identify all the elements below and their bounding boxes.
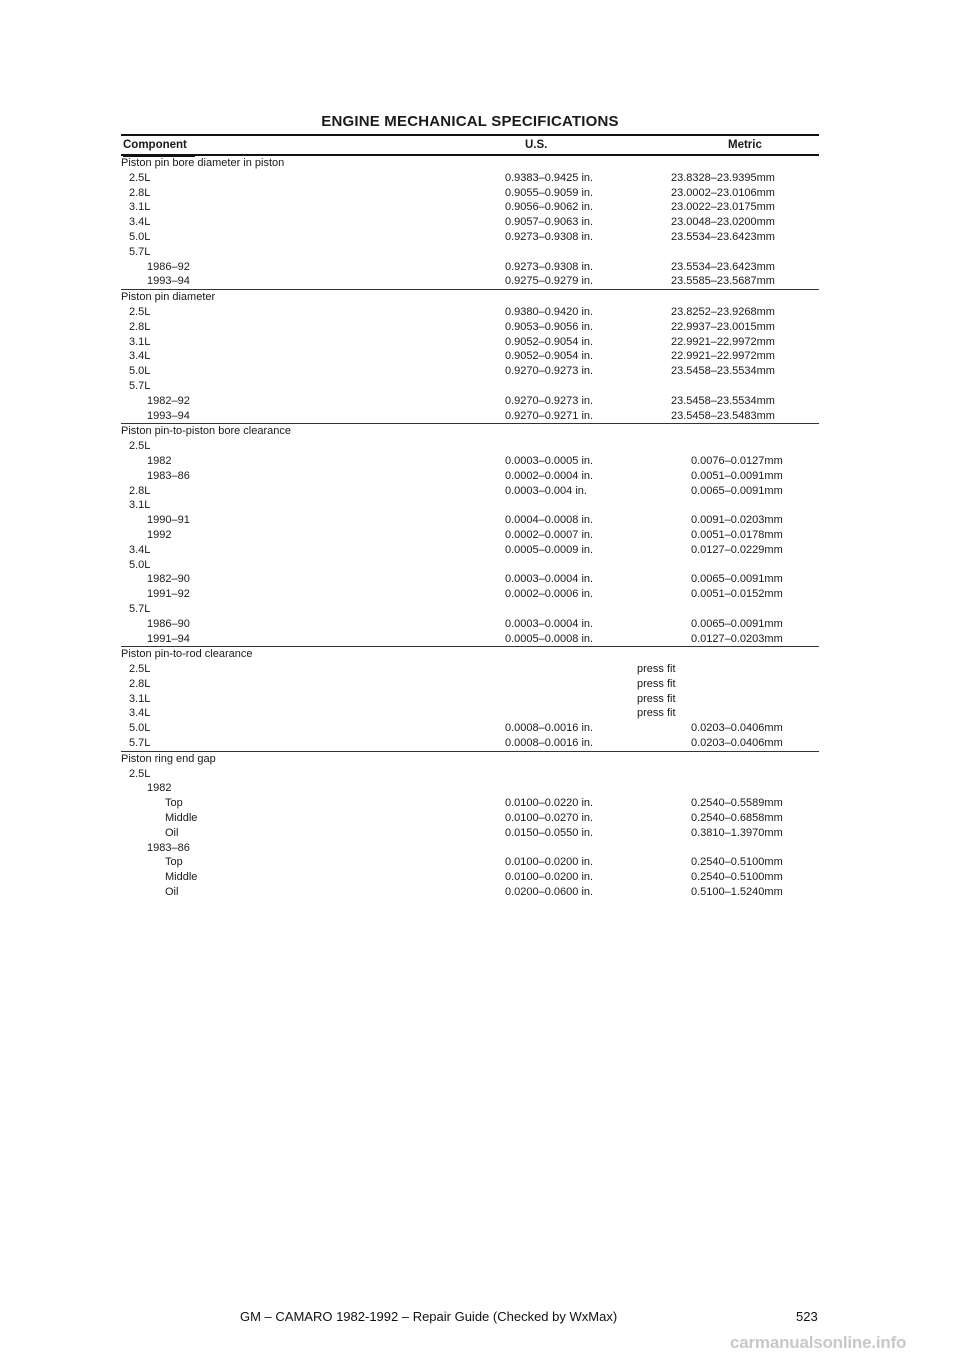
row-us-value: 0.9270–0.9273 in. [505,365,594,378]
page-number: 523 [796,1309,818,1324]
table-row [121,885,819,900]
table-row [121,632,819,647]
row-us-value: 0.0008–0.0016 in. [505,722,594,735]
row-us-value: 0.0150–0.0550 in. [505,826,594,839]
row-label: 2.8L [129,186,151,199]
row-label: Piston ring end gap [121,752,216,765]
spec-section [121,752,819,900]
row-label: 1991–92 [147,588,190,601]
table-row [121,513,819,528]
row-us-value: 0.9055–0.9059 in. [505,186,594,199]
row-metric-value: 23.5534–23.6423mm [671,260,775,273]
table-row [121,870,819,885]
row-metric-value: 0.0203–0.0406mm [691,737,783,750]
row-us-value: 0.0002–0.0004 in. [505,469,594,482]
table-row [121,215,819,230]
row-label: 2.5L [129,171,151,184]
row-label: 1993–94 [147,409,190,422]
row-label: Piston pin-to-rod clearance [121,648,253,661]
row-metric-value: 23.5534–23.6423mm [671,230,775,243]
row-label: 2.8L [129,320,151,333]
footer-guide-title: GM – CAMARO 1982-1992 – Repair Guide (Checked by WxMax) [240,1309,618,1324]
table-row [121,587,819,602]
row-label: Piston pin diameter [121,291,216,304]
row-metric-value: 23.5458–23.5534mm [671,365,775,378]
table-header [121,134,819,156]
row-label: 1982–90 [147,573,190,586]
row-us-value: 0.0004–0.0008 in. [505,514,594,527]
row-metric-value: 23.0002–23.0106mm [671,186,775,199]
table-row [121,677,819,692]
table-row [121,305,819,320]
table-row [121,335,819,350]
row-us-value: 0.9380–0.9420 in. [505,305,594,318]
spec-section [121,424,819,647]
row-metric-value: 0.5100–1.5240mm [691,886,783,899]
row-us-value: 0.0003–0.0004 in. [505,573,594,586]
row-label: 5.0L [129,230,151,243]
row-label: Middle [165,871,198,884]
spec-section [121,156,819,290]
row-label: 3.4L [129,216,151,229]
table-row [121,379,819,394]
row-label: 5.0L [129,722,151,735]
table-row [121,409,819,424]
table-row [121,439,819,454]
table-row [121,498,819,513]
row-metric-value: 23.8328–23.9395mm [671,171,775,184]
table-row [121,230,819,245]
row-label: 1986–90 [147,617,190,630]
row-note: press fit [637,663,676,676]
table-row [121,349,819,364]
table-row [121,290,819,305]
row-us-value: 0.9270–0.9273 in. [505,394,594,407]
row-us-value: 0.9273–0.9308 in. [505,260,594,273]
column-header-component: Component [123,136,187,154]
row-label: Middle [165,812,198,825]
row-metric-value: 23.5458–23.5483mm [671,409,775,422]
spec-sheet [121,112,819,900]
spec-section [121,647,819,752]
row-label: Piston pin bore diameter in piston [121,157,285,169]
row-label: 5.7L [129,245,151,258]
row-label: Piston pin-to-piston bore clearance [121,425,291,438]
row-metric-value: 0.0051–0.0178mm [691,528,783,541]
row-label: 2.5L [129,305,151,318]
column-header-metric: Metric [728,139,762,151]
row-us-value: 0.0100–0.0200 in. [505,871,594,884]
row-us-value: 0.0008–0.0016 in. [505,737,594,750]
row-metric-value: 0.0051–0.0152mm [691,588,783,601]
row-metric-value: 23.8252–23.9268mm [671,305,775,318]
table-row [121,572,819,587]
row-note: press fit [637,707,676,720]
row-label: 1991–94 [147,632,190,645]
row-us-value: 0.9383–0.9425 in. [505,171,594,184]
row-us-value: 0.0100–0.0200 in. [505,856,594,869]
row-metric-value: 0.2540–0.5100mm [691,871,783,884]
row-label: 2.5L [129,440,151,453]
table-row [121,454,819,469]
row-label: 5.0L [129,558,151,571]
table-row [121,245,819,260]
spec-table-body [121,156,819,900]
row-note: press fit [637,692,676,705]
row-us-value: 0.9052–0.9054 in. [505,350,594,363]
row-us-value: 0.0003–0.0004 in. [505,617,594,630]
row-label: 1983–86 [147,841,190,854]
table-row [121,364,819,379]
row-us-value: 0.0100–0.0220 in. [505,797,594,810]
row-us-value: 0.0200–0.0600 in. [505,886,594,899]
table-row [121,781,819,796]
row-us-value: 0.0003–0.0005 in. [505,454,594,467]
row-us-value: 0.0005–0.0008 in. [505,632,594,645]
row-label: Oil [165,826,179,839]
table-row [121,469,819,484]
row-label: 5.0L [129,365,151,378]
table-row [121,811,819,826]
row-us-value: 0.0100–0.0270 in. [505,812,594,825]
table-row [121,692,819,707]
row-label: 3.4L [129,543,151,556]
table-row [121,320,819,335]
row-metric-value: 0.0127–0.0229mm [691,543,783,556]
row-label: 3.4L [129,707,151,720]
row-label: 1982–92 [147,394,190,407]
row-metric-value: 0.0076–0.0127mm [691,454,783,467]
table-row [121,260,819,275]
row-metric-value: 0.0065–0.0091mm [691,573,783,586]
row-metric-value: 0.0051–0.0091mm [691,469,783,482]
row-metric-value: 0.0065–0.0091mm [691,484,783,497]
row-label: 2.5L [129,663,151,676]
table-row [121,602,819,617]
table-row [121,171,819,186]
row-metric-value: 23.5458–23.5534mm [671,394,775,407]
row-label: 1983–86 [147,469,190,482]
row-metric-value: 0.0203–0.0406mm [691,722,783,735]
table-row [121,200,819,215]
row-metric-value: 22.9921–22.9972mm [671,350,775,363]
row-metric-value: 0.2540–0.5100mm [691,856,783,869]
table-row [121,543,819,558]
table-row [121,424,819,439]
row-us-value: 0.0002–0.0007 in. [505,528,594,541]
row-label: 1993–94 [147,275,190,288]
watermark-text: carmanualsonline.info [730,1333,907,1352]
page-title: ENGINE MECHANICAL SPECIFICATIONS [321,113,619,130]
table-row [121,826,819,841]
table-row [121,767,819,782]
table-row [121,736,819,751]
row-label: 2.5L [129,767,151,780]
row-metric-value: 22.9937–23.0015mm [671,320,775,333]
table-row [121,841,819,856]
table-row [121,394,819,409]
row-label: 3.1L [129,692,151,705]
row-label: 1982 [147,454,172,467]
table-row [121,662,819,677]
row-metric-value: 23.5585–23.5687mm [671,275,775,288]
row-us-value: 0.9052–0.9054 in. [505,335,594,348]
row-us-value: 0.0002–0.0006 in. [505,588,594,601]
row-label: 3.1L [129,201,151,214]
row-label: 2.8L [129,484,151,497]
column-header-us: U.S. [525,139,548,151]
row-label: 5.7L [129,737,151,750]
row-us-value: 0.9273–0.9308 in. [505,230,594,243]
row-metric-value: 23.0048–23.0200mm [671,216,775,229]
spec-section [121,290,819,424]
table-row [121,752,819,767]
row-us-value: 0.0003–0.004 in. [505,484,587,497]
table-row [121,706,819,721]
table-row [121,721,819,736]
row-metric-value: 0.3810–1.3970mm [691,826,783,839]
table-row [121,156,819,171]
row-label: 1982 [147,782,172,795]
row-label: 1992 [147,528,172,541]
row-us-value: 0.9057–0.9063 in. [505,216,594,229]
row-metric-value: 0.0091–0.0203mm [691,514,783,527]
row-label: 1990–91 [147,514,190,527]
table-row [121,855,819,870]
row-us-value: 0.9053–0.9056 in. [505,320,594,333]
row-label: 1986–92 [147,260,190,273]
row-label: 5.7L [129,379,151,392]
row-us-value: 0.9275–0.9279 in. [505,275,594,288]
row-metric-value: 0.2540–0.5589mm [691,797,783,810]
table-row [121,528,819,543]
row-metric-value: 23.0022–23.0175mm [671,201,775,214]
row-metric-value: 0.0065–0.0091mm [691,617,783,630]
table-row [121,647,819,662]
row-label: 3.1L [129,499,151,512]
table-row [121,617,819,632]
row-label: Top [165,797,183,810]
row-metric-value: 0.2540–0.6858mm [691,812,783,825]
row-label: 3.4L [129,350,151,363]
row-label: 2.8L [129,677,151,690]
row-label: Oil [165,886,179,899]
table-row [121,484,819,499]
row-metric-value: 22.9921–22.9972mm [671,335,775,348]
row-us-value: 0.9056–0.9062 in. [505,201,594,214]
table-row [121,558,819,573]
row-label: 5.7L [129,602,151,615]
row-label: Top [165,856,183,869]
row-metric-value: 0.0127–0.0203mm [691,632,783,645]
table-row [121,796,819,811]
table-row [121,186,819,201]
row-us-value: 0.9270–0.9271 in. [505,409,594,422]
row-note: press fit [637,677,676,690]
row-us-value: 0.0005–0.0009 in. [505,543,594,556]
row-label: 3.1L [129,335,151,348]
table-row [121,274,819,289]
